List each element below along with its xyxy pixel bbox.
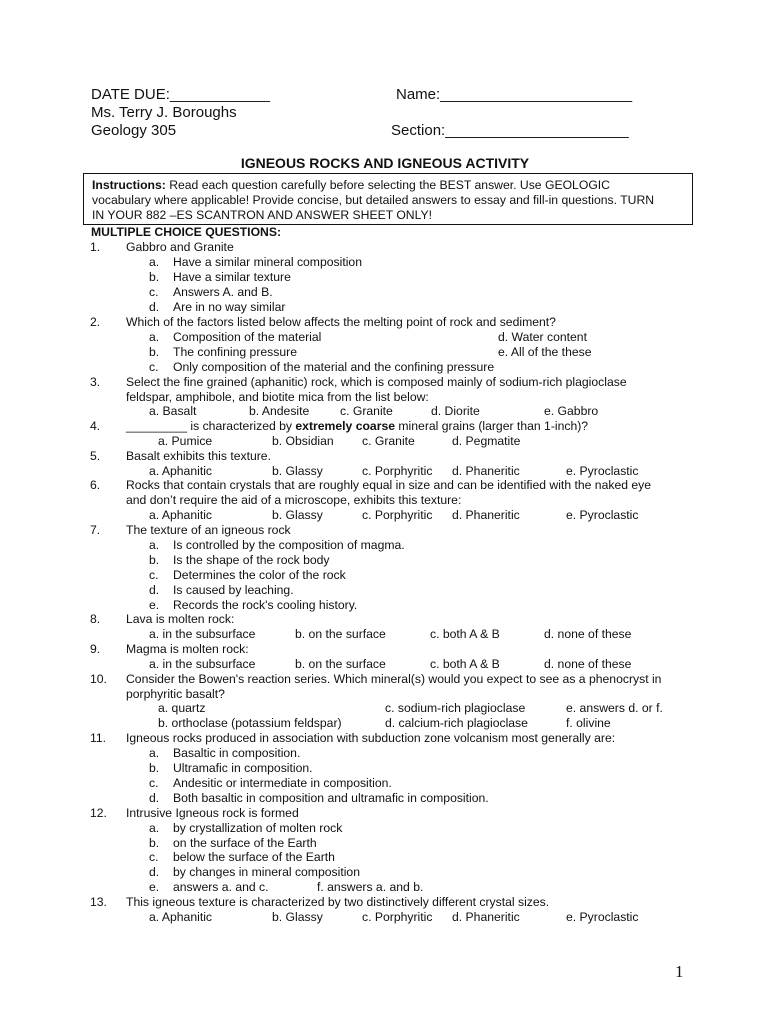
- option-text: Is caused by leaching.: [173, 583, 294, 597]
- option-text: by crystallization of molten rock: [173, 821, 343, 835]
- option-text: Is the shape of the rock body: [173, 553, 330, 567]
- option-text: c. Granite: [362, 434, 415, 448]
- option-text: e. Pyroclastic: [566, 508, 639, 522]
- option-text: Determines the color of the rock: [173, 568, 346, 582]
- date-due: DATE DUE:____________: [91, 86, 271, 103]
- section-heading: MULTIPLE CHOICE QUESTIONS:: [91, 225, 282, 239]
- option-text: a. quartz: [158, 701, 206, 715]
- instructions-line-3: IN YOUR 882 –ES SCANTRON AND ANSWER SHEET ONLY!: [92, 208, 432, 222]
- question-number: 10.: [90, 672, 107, 686]
- option-letter: d.: [149, 791, 160, 805]
- option-text: d. Water content: [498, 330, 587, 344]
- option-text: e. Pyroclastic: [566, 910, 639, 924]
- option-text: b. Glassy: [272, 508, 323, 522]
- option-text: a. Aphanitic: [149, 464, 213, 478]
- option-text: d. calcium-rich plagioclase: [385, 716, 528, 730]
- question-stem: Igneous rocks produced in association with subduction zone volcanism most generally are:: [126, 731, 616, 745]
- option-text: e. answers d. or f.: [566, 701, 663, 715]
- question-number: 7.: [90, 523, 101, 537]
- option-letter: c.: [149, 776, 159, 790]
- option-letter: a.: [149, 746, 160, 760]
- option-text: a. Basalt: [149, 404, 197, 418]
- course-name: Geology 305: [91, 122, 177, 139]
- question-number: 2.: [90, 315, 101, 329]
- option-text: b. Obsidian: [272, 434, 334, 448]
- question-number: 3.: [90, 375, 101, 389]
- option-text: b. Glassy: [272, 910, 323, 924]
- question-stem: Lava is molten rock:: [126, 612, 235, 626]
- option-text: b. orthoclase (potassium feldspar): [158, 716, 342, 730]
- question-stem: Basalt exhibits this texture.: [126, 449, 271, 463]
- option-text: a. Aphanitic: [149, 910, 213, 924]
- section-field: Section:______________________: [391, 122, 629, 139]
- option-text: c. Porphyritic: [362, 910, 433, 924]
- question-stem: and don’t require the aid of a microscope, exhibits this texture:: [126, 493, 462, 507]
- question-stem: Intrusive Igneous rock is formed: [126, 806, 299, 820]
- question-number: 8.: [90, 612, 101, 626]
- option-text: below the surface of the Earth: [173, 850, 335, 864]
- option-letter: b.: [149, 836, 160, 850]
- question-stem: The texture of an igneous rock: [126, 523, 291, 537]
- instructions-line-2: vocabulary where applicable! Provide concise, but detailed answers to essay and fill-in questions. TURN: [92, 193, 655, 207]
- option-text: c. Porphyritic: [362, 508, 433, 522]
- option-text: Ultramafic in composition.: [173, 761, 313, 775]
- question-stem: Magma is molten rock:: [126, 642, 249, 656]
- question-number: 13.: [90, 895, 107, 909]
- option-text: a. in the subsurface: [149, 657, 256, 671]
- option-text: c. Porphyritic: [362, 464, 433, 478]
- option-text: d. none of these: [544, 657, 632, 671]
- option-text: d. Phaneritic: [452, 464, 520, 478]
- option-letter: d.: [149, 583, 160, 597]
- option-text: c. both A & B: [430, 627, 500, 641]
- option-text: a. Pumice: [158, 434, 213, 448]
- option-text: Both basaltic in composition and ultramafic in composition.: [173, 791, 489, 805]
- option-text: The confining pressure: [173, 345, 297, 359]
- option-text: Composition of the material: [173, 330, 322, 344]
- option-letter: d.: [149, 865, 160, 879]
- option-text: on the surface of the Earth: [173, 836, 317, 850]
- option-letter: e.: [149, 880, 160, 894]
- option-text: by changes in mineral composition: [173, 865, 360, 879]
- option-text: Records the rock's cooling history.: [173, 598, 358, 612]
- question-number: 4.: [90, 419, 101, 433]
- option-text: a. Aphanitic: [149, 508, 213, 522]
- option-text: b. Andesite: [249, 404, 310, 418]
- option-letter: c.: [149, 285, 159, 299]
- student-name-field: Name:_______________________: [396, 86, 633, 103]
- question-stem: Consider the Bowen's reaction series. Which mineral(s) would you expect to see as a phenocryst in: [126, 672, 662, 686]
- option-letter: b.: [149, 553, 160, 567]
- question-stem: _________ is characterized by extremely coarse mineral grains (larger than 1-inch)?: [126, 419, 589, 433]
- option-letter: c.: [149, 568, 159, 582]
- page-number: 1: [675, 962, 684, 981]
- option-text: f. answers a. and b.: [317, 880, 424, 894]
- option-letter: b.: [149, 761, 160, 775]
- option-letter: a.: [149, 255, 160, 269]
- option-text: b. on the surface: [295, 627, 386, 641]
- option-text: c. Granite: [340, 404, 393, 418]
- option-text: Answers A. and B.: [173, 285, 273, 299]
- option-text: d. none of these: [544, 627, 632, 641]
- option-text: c. sodium-rich plagioclase: [385, 701, 526, 715]
- question-number: 5.: [90, 449, 101, 463]
- option-text: d. Diorite: [431, 404, 480, 418]
- question-number: 11.: [90, 731, 107, 745]
- option-letter: e.: [149, 598, 160, 612]
- option-text: d. Phaneritic: [452, 910, 520, 924]
- option-text: e. Gabbro: [544, 404, 599, 418]
- question-stem: Select the fine grained (aphanitic) rock, which is composed mainly of sodium-rich plagioclase: [126, 375, 627, 389]
- option-text: b. Glassy: [272, 464, 323, 478]
- option-text: Basaltic in composition.: [173, 746, 301, 760]
- instructions-label: Instructions:: [92, 178, 166, 192]
- question-stem: feldspar, amphibole, and biotite mica from the list below:: [126, 390, 429, 404]
- option-text: Andesitic or intermediate in composition.: [173, 776, 392, 790]
- question-stem: Rocks that contain crystals that are roughly equal in size and can be identified with the naked eye: [126, 478, 652, 492]
- option-text: c. both A & B: [430, 657, 500, 671]
- option-text: Are in no way similar: [173, 300, 286, 314]
- option-text: e. Pyroclastic: [566, 464, 639, 478]
- document-title: IGNEOUS ROCKS AND IGNEOUS ACTIVITY: [240, 155, 530, 171]
- option-letter: a.: [149, 821, 160, 835]
- option-letter: a.: [149, 538, 160, 552]
- question-number: 9.: [90, 642, 101, 656]
- option-text: answers a. and c.: [173, 880, 269, 894]
- option-text: Only composition of the material and the confining pressure: [173, 360, 495, 374]
- option-text: d. Pegmatite: [452, 434, 521, 448]
- option-text: Is controlled by the composition of magma.: [173, 538, 405, 552]
- option-text: d. Phaneritic: [452, 508, 520, 522]
- option-text: e. All of the these: [498, 345, 592, 359]
- option-letter: a.: [149, 330, 160, 344]
- option-text: Have a similar mineral composition: [173, 255, 362, 269]
- instructions-line-1: Instructions: Read each question carefully before selecting the BEST answer. Use GEOLOGIC: [92, 178, 610, 192]
- question-stem: Which of the factors listed below affects the melting point of rock and sediment?: [126, 315, 556, 329]
- option-letter: c.: [149, 360, 159, 374]
- option-letter: b.: [149, 345, 160, 359]
- question-number: 1.: [90, 240, 101, 254]
- option-letter: c.: [149, 850, 159, 864]
- question-number: 12.: [90, 806, 107, 820]
- option-text: Have a similar texture: [173, 270, 291, 284]
- option-letter: b.: [149, 270, 160, 284]
- question-stem: This igneous texture is characterized by two distinctively different crystal sizes.: [126, 895, 550, 909]
- option-text: a. in the subsurface: [149, 627, 256, 641]
- teacher-name: Ms. Terry J. Boroughs: [91, 104, 237, 121]
- option-text: b. on the surface: [295, 657, 386, 671]
- option-letter: d.: [149, 300, 160, 314]
- question-stem: Gabbro and Granite: [126, 240, 234, 254]
- option-text: f. olivine: [566, 716, 611, 730]
- question-stem: porphyritic basalt?: [126, 687, 225, 701]
- question-number: 6.: [90, 478, 101, 492]
